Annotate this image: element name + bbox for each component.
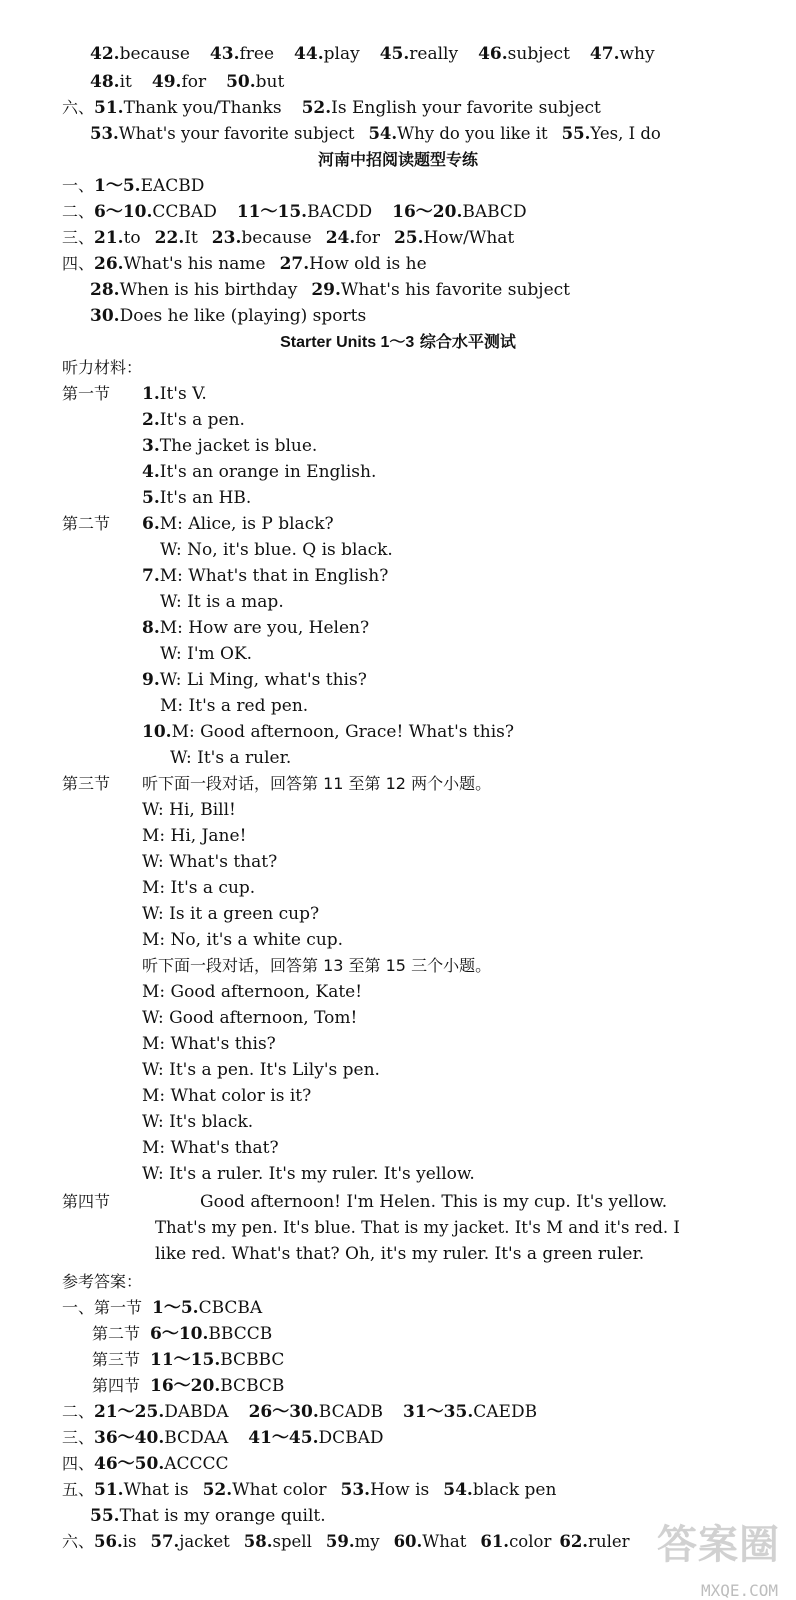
section-1-label xyxy=(62,380,110,408)
listening-item xyxy=(142,406,245,434)
title-text: 河南中招阅读题型专练 xyxy=(317,150,478,169)
dialogue-line xyxy=(142,1160,475,1188)
passage-text: like red. What's that? Oh, it's my ruler. It's a green ruler. xyxy=(155,1244,645,1264)
answer-text: BCBCB xyxy=(220,1376,285,1396)
dialogue-line xyxy=(142,510,334,538)
dialogue-text: M: Good afternoon, Kate! xyxy=(142,982,363,1002)
section-3-label xyxy=(62,770,110,798)
item-number: 53. xyxy=(90,124,119,143)
item-number: 46～50. xyxy=(94,1454,165,1474)
item-number: 54. xyxy=(443,1480,473,1500)
section-label: 第二节 xyxy=(92,1324,141,1343)
item-number: 52. xyxy=(202,1480,233,1500)
answer-line-42-47 xyxy=(90,40,655,68)
answer-text: BACDD xyxy=(307,202,373,222)
answer-row-56-62 xyxy=(62,1528,630,1556)
item-number: 55. xyxy=(90,1506,120,1526)
answer-line-53-55 xyxy=(90,120,661,148)
item-number: 44. xyxy=(294,44,324,64)
item-number: 59. xyxy=(325,1532,355,1551)
answer-row-46-50 xyxy=(62,1450,229,1478)
dialogue-text: W: Is it a green cup? xyxy=(142,904,320,924)
dialogue-line xyxy=(160,536,393,564)
answer-text: because xyxy=(241,228,312,248)
answer-line-1-5 xyxy=(62,172,204,200)
item-number: 6～10. xyxy=(150,1324,209,1344)
item-number: 26～30. xyxy=(248,1402,319,1422)
answer-text: BABCD xyxy=(462,202,527,222)
item-number: 2. xyxy=(142,410,160,430)
answer-row-section1 xyxy=(62,1294,262,1322)
item-number: 11～15. xyxy=(236,202,308,222)
dialogue-text: W: It's a ruler. It's my ruler. It's yellow. xyxy=(142,1164,475,1184)
title-text-en: Starter Units 1～3 xyxy=(280,334,415,351)
dialogue-line xyxy=(142,978,362,1006)
section-label: 三、 xyxy=(62,228,95,247)
dialogue-line xyxy=(142,796,236,824)
answer-text: color xyxy=(509,1532,552,1551)
item-number: 22. xyxy=(154,228,185,248)
item-number: 49. xyxy=(151,72,182,92)
instruction-text: 听下面一段对话，回答第 11 至第 12 两个小题。 xyxy=(142,774,492,793)
answer-text: Yes, I do xyxy=(590,124,661,143)
answer-text: DCBAD xyxy=(318,1428,384,1448)
dialogue-text: W: I'm OK. xyxy=(160,644,253,664)
answer-line-51-52 xyxy=(62,94,601,122)
item-number: 56. xyxy=(94,1532,123,1551)
answer-text: CAEDB xyxy=(473,1402,538,1422)
dialogue-text: W: Li Ming, what's this? xyxy=(159,670,367,690)
item-number: 29. xyxy=(311,280,341,300)
item-number: 23. xyxy=(211,228,242,248)
label-text: 第二节 xyxy=(62,514,111,533)
item-number: 62. xyxy=(559,1532,589,1551)
section-3-instruction xyxy=(142,770,491,798)
item-number: 51. xyxy=(94,1480,124,1500)
answer-row-51-54 xyxy=(62,1476,556,1504)
item-number: 52. xyxy=(301,98,332,118)
item-number: 1. xyxy=(142,384,160,404)
label-text: 第四节 xyxy=(62,1192,111,1211)
dialogue-text: M: No, it's a white cup. xyxy=(142,930,344,950)
item-number: 9. xyxy=(142,670,160,690)
answer-text: why xyxy=(619,44,655,64)
item-number: 51. xyxy=(94,98,124,118)
answer-row-21-35 xyxy=(62,1398,537,1426)
answer-text: it xyxy=(119,72,132,92)
watermark-url-text: MXQE.COM xyxy=(700,1581,778,1600)
answer-text: Thank you/Thanks xyxy=(123,98,282,118)
answer-text: How old is he xyxy=(309,254,427,274)
item-number: 46. xyxy=(478,44,508,64)
section-label: 一、 xyxy=(62,176,95,195)
answer-text: What is xyxy=(123,1480,189,1500)
dialogue-line xyxy=(142,666,367,694)
item-number: 7. xyxy=(142,566,160,586)
answer-text: play xyxy=(323,44,360,64)
passage-line xyxy=(200,1188,667,1216)
section-title-reading xyxy=(0,146,796,174)
answer-text: BCDAA xyxy=(164,1428,229,1448)
item-number: 57. xyxy=(150,1532,180,1551)
title-text-cn: 综合水平测试 xyxy=(419,332,516,351)
dialogue-text: W: Good afternoon, Tom! xyxy=(142,1008,358,1028)
item-number: 27. xyxy=(279,254,310,274)
answer-text: to xyxy=(123,228,141,248)
item-number: 48. xyxy=(90,72,120,92)
dialogue-text: M: It's a red pen. xyxy=(160,696,309,716)
dialogue-line xyxy=(142,562,388,590)
passage-line xyxy=(155,1240,644,1268)
section-label: 二、 xyxy=(62,202,95,221)
dialogue-line xyxy=(142,614,369,642)
dialogue-text: W: No, it's blue. Q is black. xyxy=(160,540,393,560)
item-number: 61. xyxy=(480,1532,510,1551)
dialogue-text: M: What's that in English? xyxy=(159,566,389,586)
dialogue-line xyxy=(160,692,308,720)
item-number: 31～35. xyxy=(403,1402,474,1422)
watermark-logo xyxy=(657,1513,780,1570)
item-number: 25. xyxy=(393,228,424,248)
listening-item xyxy=(142,484,251,512)
answer-text: EACBD xyxy=(140,176,205,196)
answer-text: BBCCB xyxy=(208,1324,273,1344)
answer-text: ruler xyxy=(588,1532,630,1551)
dialogue-text: M: Good afternoon, Grace! What's this? xyxy=(171,722,514,742)
dialogue-text: M: What's this? xyxy=(142,1034,276,1054)
item-number: 36～40. xyxy=(94,1428,165,1448)
answer-text: How/What xyxy=(423,228,515,248)
dialogue-line xyxy=(142,900,319,928)
item-number: 8. xyxy=(142,618,160,638)
answer-row-section3 xyxy=(92,1346,284,1374)
item-number: 47. xyxy=(589,44,620,64)
dialogue-text: W: It's a ruler. xyxy=(170,748,292,768)
answer-text: subject xyxy=(507,44,570,64)
answer-text: BCADB xyxy=(318,1402,384,1422)
dialogue-line xyxy=(142,1134,279,1162)
answer-text: That is my orange quilt. xyxy=(119,1506,326,1526)
item-number: 58. xyxy=(243,1532,273,1551)
answer-text: my xyxy=(354,1532,380,1551)
section-2-label xyxy=(62,510,110,538)
dialogue-line xyxy=(142,718,514,746)
item-number: 21. xyxy=(94,228,124,248)
answer-text: Why do you like it xyxy=(397,124,548,143)
item-number: 6～10. xyxy=(94,202,153,222)
answer-line-6-20 xyxy=(62,198,527,226)
answers-label xyxy=(62,1268,142,1296)
answer-text: What xyxy=(422,1532,467,1551)
answer-text: but xyxy=(255,72,285,92)
dialogue-text: W: It is a map. xyxy=(160,592,284,612)
item-number: 21～25. xyxy=(94,1402,165,1422)
item-number: 10. xyxy=(142,722,172,742)
item-number: 28. xyxy=(90,280,120,300)
dialogue-line xyxy=(142,848,277,876)
item-text: It's an HB. xyxy=(159,488,252,508)
dialogue-text: W: It's black. xyxy=(142,1112,254,1132)
item-number: 30. xyxy=(90,306,120,326)
section-label: 四、 xyxy=(62,1454,95,1473)
item-text: It's V. xyxy=(159,384,207,404)
section-4-label xyxy=(62,1188,110,1216)
item-number: 43. xyxy=(209,44,240,64)
dialogue-line xyxy=(142,874,255,902)
dialogue-line xyxy=(170,744,291,772)
answer-text: spell xyxy=(272,1532,312,1551)
item-number: 55. xyxy=(561,124,591,143)
answer-text: CCBAD xyxy=(152,202,217,222)
label-text: 听力材料： xyxy=(62,358,143,377)
label-text: 参考答案： xyxy=(62,1272,143,1291)
answer-text: What's your favorite subject xyxy=(118,124,355,143)
dialogue-text: M: It's a cup. xyxy=(142,878,256,898)
answer-text: CBCBA xyxy=(198,1298,263,1318)
item-number: 42. xyxy=(90,44,120,64)
dialogue-text: W: Hi, Bill! xyxy=(142,800,236,820)
dialogue-line xyxy=(142,1056,380,1084)
item-text: It's a pen. xyxy=(159,410,245,430)
item-number: 24. xyxy=(325,228,356,248)
answer-line-26-27 xyxy=(62,250,427,278)
item-number: 26. xyxy=(94,254,124,274)
answer-text: When is his birthday xyxy=(119,280,298,300)
answer-text: BCBBC xyxy=(220,1350,285,1370)
answer-text: free xyxy=(239,44,275,64)
answer-row-section2 xyxy=(92,1320,272,1348)
dialogue-text: M: Alice, is P black? xyxy=(159,514,334,534)
section-label: 五、 xyxy=(62,1480,95,1499)
answer-row-36-45 xyxy=(62,1424,384,1452)
dialogue-text: M: What color is it? xyxy=(142,1086,312,1106)
dialogue-text: M: What's that? xyxy=(142,1138,279,1158)
answer-text: What's his name xyxy=(123,254,266,274)
listening-item xyxy=(142,458,376,486)
dialogue-line xyxy=(142,1030,276,1058)
item-number: 54. xyxy=(368,124,398,143)
dialogue-line xyxy=(142,926,343,954)
item-number: 6. xyxy=(142,514,160,534)
answer-text: really xyxy=(409,44,459,64)
section-3-instruction xyxy=(142,952,491,980)
item-number: 41～45. xyxy=(248,1428,319,1448)
passage-text: Good afternoon! I'm Helen. This is my cup. It's yellow. xyxy=(200,1192,668,1212)
dialogue-line xyxy=(160,588,284,616)
item-number: 53. xyxy=(340,1480,371,1500)
passage-line xyxy=(155,1214,680,1242)
answer-text: is xyxy=(122,1532,137,1551)
item-text: It's an orange in English. xyxy=(159,462,377,482)
listening-item xyxy=(142,432,317,460)
item-number: 1～5. xyxy=(94,176,141,196)
item-number: 5. xyxy=(142,488,160,508)
answer-text: It xyxy=(184,228,198,248)
dialogue-text: W: It's a pen. It's Lily's pen. xyxy=(142,1060,380,1080)
answer-text: jacket xyxy=(179,1532,230,1551)
answer-text: DABDA xyxy=(164,1402,229,1422)
section-label: 三、 xyxy=(62,1428,95,1447)
dialogue-text: M: How are you, Helen? xyxy=(159,618,370,638)
instruction-text: 听下面一段对话，回答第 13 至第 15 三个小题。 xyxy=(142,956,492,975)
watermark-text: 答案圈 xyxy=(657,1522,780,1568)
item-number: 1～5. xyxy=(152,1298,199,1318)
answer-text: black pen xyxy=(472,1480,557,1500)
answer-row-section4 xyxy=(92,1372,284,1400)
passage-text: That's my pen. It's blue. That is my jacket. It's M and it's red. I xyxy=(155,1218,680,1237)
section-label: 第三节 xyxy=(92,1350,141,1369)
dialogue-text: W: What's that? xyxy=(142,852,278,872)
answer-line-48-50 xyxy=(90,68,284,96)
item-number: 45. xyxy=(379,44,410,64)
dialogue-line xyxy=(160,640,252,668)
item-number: 50. xyxy=(226,72,256,92)
section-label: 六、 xyxy=(62,98,95,117)
answer-line-28-29 xyxy=(90,276,570,304)
item-number: 3. xyxy=(142,436,160,456)
dialogue-line xyxy=(142,822,246,850)
item-text: The jacket is blue. xyxy=(159,436,318,456)
dialogue-line xyxy=(142,1004,357,1032)
answer-text: How is xyxy=(370,1480,430,1500)
answer-text: ACCCC xyxy=(164,1454,229,1474)
answer-text: Does he like (playing) sports xyxy=(119,306,367,326)
section-label: 第四节 xyxy=(92,1376,141,1395)
answer-text: What color xyxy=(232,1480,327,1500)
section-title-unit-test xyxy=(0,328,796,357)
label-text: 第三节 xyxy=(62,774,111,793)
item-number: 4. xyxy=(142,462,160,482)
section-label: 六、 xyxy=(62,1532,95,1551)
item-number: 11～15. xyxy=(150,1350,221,1370)
dialogue-text: M: Hi, Jane! xyxy=(142,826,247,846)
section-label: 二、 xyxy=(62,1402,95,1421)
watermark-url xyxy=(701,1581,778,1600)
dialogue-line xyxy=(142,1082,311,1110)
item-number: 60. xyxy=(393,1532,423,1551)
answer-text: for xyxy=(181,72,207,92)
answer-line-21-25 xyxy=(62,224,514,252)
section-label: 一、第一节 xyxy=(62,1298,143,1317)
dialogue-line xyxy=(142,1108,253,1136)
answer-text: Is English your favorite subject xyxy=(331,98,601,118)
listening-label xyxy=(62,354,142,382)
item-number: 16～20. xyxy=(392,202,463,222)
answer-text: for xyxy=(355,228,380,248)
answer-text: What's his favorite subject xyxy=(340,280,570,300)
item-number: 16～20. xyxy=(150,1376,221,1396)
answer-row-55 xyxy=(90,1502,326,1530)
label-text: 第一节 xyxy=(62,384,111,403)
listening-item xyxy=(142,380,207,408)
answer-line-30 xyxy=(90,302,366,330)
answer-text: because xyxy=(119,44,190,64)
section-label: 四、 xyxy=(62,254,95,273)
